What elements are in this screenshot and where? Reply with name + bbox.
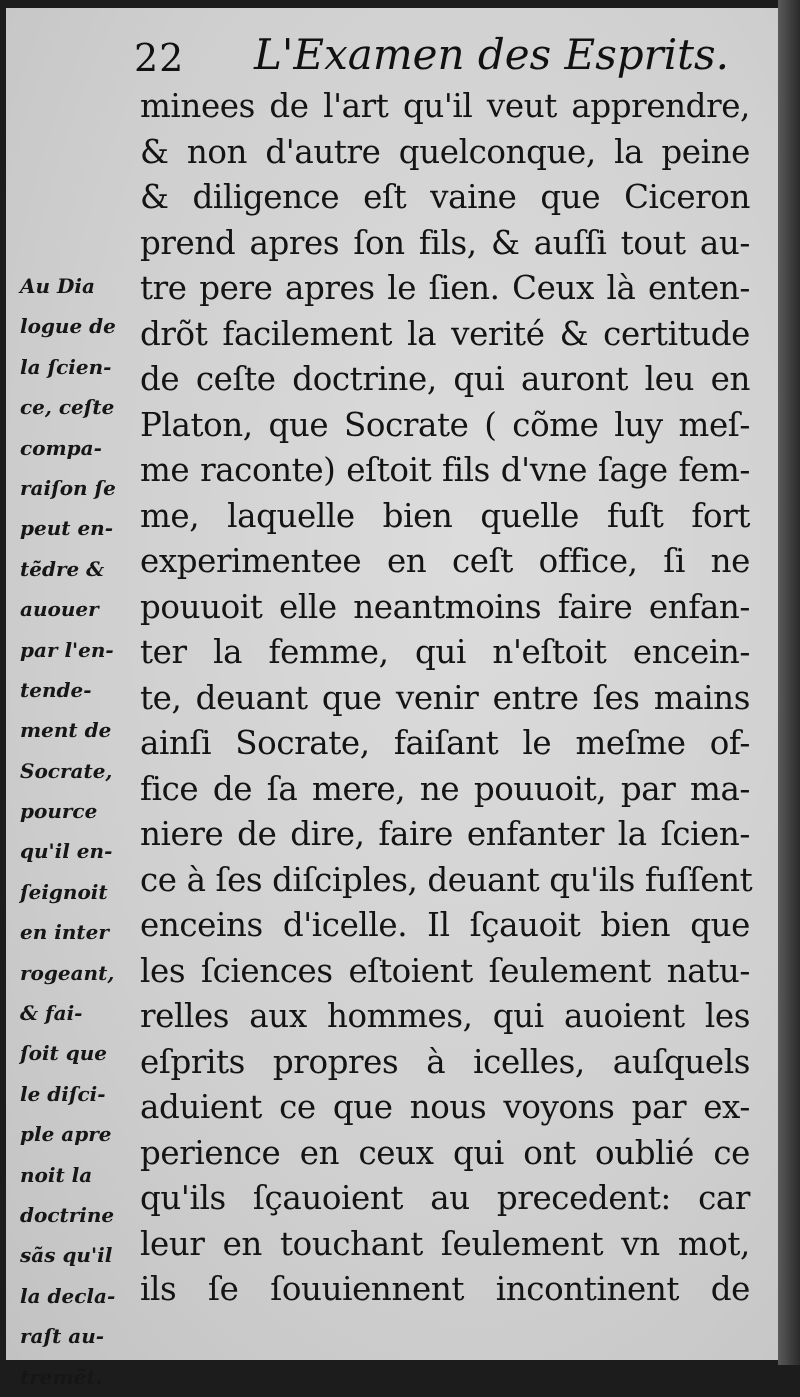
margin-note-line: & fai- — [20, 1001, 83, 1026]
margin-note-line: en inter — [20, 920, 109, 945]
body-line: qu'ils ſçauoient au precedent: car — [140, 1179, 750, 1217]
body-line: pouuoit elle neantmoins faire enfan- — [140, 587, 750, 626]
margin-note-line: par l'en- — [20, 637, 114, 662]
margin-note-line: peut en- — [20, 516, 114, 541]
body-line: enceins d'icelle. Il ſçauoit bien que — [140, 906, 750, 944]
margin-note-line: pource — [20, 799, 98, 824]
margin-note-line: le diſci- — [20, 1081, 106, 1106]
body-line: de ceſte doctrine, qui auront leu en — [140, 360, 750, 398]
margin-note-line: logue de — [20, 314, 116, 339]
margin-note-line: ſoit que — [20, 1041, 107, 1066]
body-line: drõt facilement la verité & certitude — [140, 314, 750, 353]
running-title: L'Examen des Esprits. — [254, 30, 729, 79]
page-edge-shadow — [778, 0, 800, 1365]
body-line: ils ſe ſouuiennent incontinent de — [140, 1270, 750, 1308]
page-number: 22 — [134, 36, 185, 80]
body-text — [140, 84, 753, 1313]
margin-note-line: tremẽt. — [20, 1364, 103, 1389]
margin-note-line: la ſcien- — [20, 354, 112, 379]
body-line: ter la femme, qui n'eſtoit encein- — [140, 633, 750, 671]
margin-note-line: compa- — [20, 435, 102, 460]
body-line: & diligence eſt vaine que Ciceron — [140, 178, 750, 216]
body-line: eſprits propres à icelles, auſquels — [140, 1042, 750, 1081]
margin-note-line: sãs qu'il — [20, 1243, 113, 1268]
margin-note — [20, 266, 150, 1397]
body-line: te, deuant que venir entre ſes mains — [140, 678, 750, 717]
margin-note-line: Au Dia — [20, 274, 95, 298]
margin-note-line: Socrate, — [20, 758, 113, 783]
margin-note-line: noit la — [20, 1162, 93, 1187]
body-line: experimentee en ceſt office, ſi ne — [140, 542, 750, 580]
margin-note-line: ſeignoit — [20, 879, 108, 904]
body-line: me, laquelle bien quelle fuſt fort — [140, 496, 750, 535]
margin-note-line: qu'il en- — [20, 839, 113, 864]
body-line: minees de l'art qu'il veut apprendre, — [140, 87, 750, 125]
margin-note-line: raiſon ſe — [20, 475, 116, 500]
body-line: tre pere apres le ſien. Ceux là enten- — [140, 269, 750, 307]
margin-note-line: tẽdre & — [20, 556, 105, 581]
margin-note-line: ple apre — [20, 1122, 112, 1147]
body-line: niere de dire, faire enfanter la ſcien- — [140, 815, 750, 853]
body-line: fice de ſa mere, ne pouuoit, par ma- — [140, 769, 750, 808]
margin-note-line: rogeant, — [20, 960, 115, 985]
body-line: leur en touchant ſeulement vn mot, — [140, 1224, 750, 1263]
body-line: perience en ceux qui ont oublié ce — [140, 1133, 750, 1172]
body-line: ce à ſes diſciples, deuant qu'ils fuſſent — [140, 860, 753, 899]
margin-note-line: ce, ceſte — [20, 395, 115, 420]
book-page — [6, 8, 778, 1389]
margin-note-line: auouer — [20, 597, 99, 622]
body-line: Platon, que Socrate ( cõme luy meſ- — [140, 405, 750, 444]
body-line: aduient ce que nous voyons par ex- — [140, 1088, 750, 1126]
margin-note-line: la decla- — [20, 1283, 116, 1308]
margin-note-line: tende- — [20, 677, 92, 702]
body-line: relles aux hommes, qui auoient les — [140, 997, 750, 1035]
body-line: ainſi Socrate, faiſant le meſme of- — [140, 724, 750, 762]
margin-note-line: ment de — [20, 718, 112, 743]
page-header — [6, 30, 778, 90]
body-line: me raconte) eſtoit fils d'vne ſage fem- — [140, 451, 750, 489]
margin-note-line: doctrine — [20, 1202, 115, 1227]
body-line: & non d'autre quelconque, la peine — [140, 132, 750, 171]
body-line: les ſciences eſtoient ſeulement natu- — [140, 951, 750, 990]
margin-note-line: raſt au- — [20, 1324, 105, 1349]
body-line: prend apres ſon fils, & auſſi tout au- — [140, 223, 750, 262]
